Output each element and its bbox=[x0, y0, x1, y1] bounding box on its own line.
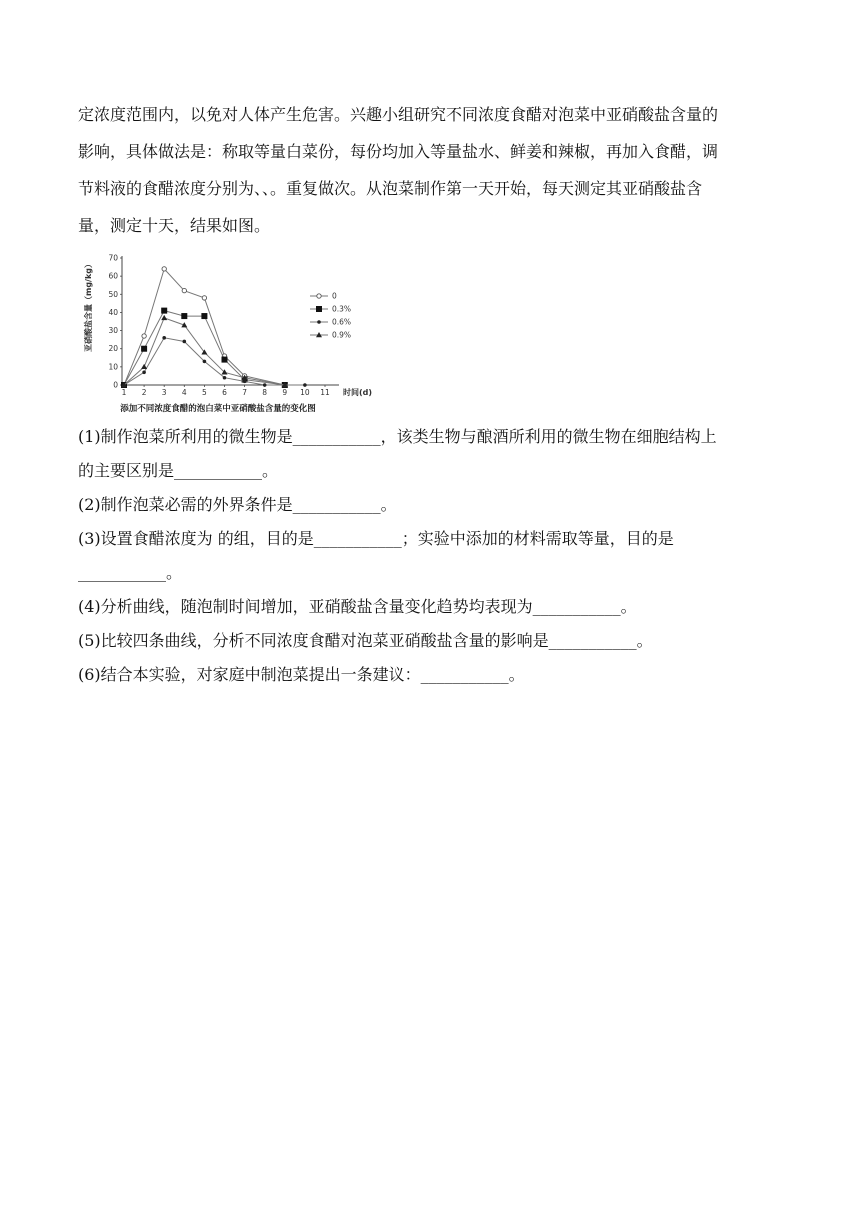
question-2: (2)制作泡菜必需的外界条件是___________。 bbox=[78, 495, 397, 514]
chart-title: 添加不同浓度食醋的泡白菜中亚硝酸盐含量的变化图 bbox=[120, 404, 316, 414]
intro-paragraph bbox=[78, 96, 778, 244]
x-tick-label: 10 bbox=[300, 388, 310, 397]
y-tick-label: 50 bbox=[108, 289, 118, 299]
legend-label: 0.6% bbox=[332, 317, 352, 327]
question-4: (4)分析曲线，随泡制时间增加，亚硝酸盐含量变化趋势均表现为___________。 bbox=[78, 597, 637, 616]
data-point bbox=[141, 346, 147, 352]
data-point bbox=[303, 383, 307, 387]
question-3-line-1: (3)设置食醋浓度为 的组，目的是___________；实验中添加的材料需取等量，目的是 bbox=[78, 529, 674, 548]
question-3-line-2: ___________。 bbox=[78, 563, 183, 582]
intro-line-2: 影响，具体做法是：称取等量白菜份，每份均加入等量盐水、鲜姜和辣椒，再加入食醋，调 bbox=[78, 142, 719, 161]
series-line-3 bbox=[122, 336, 307, 387]
x-tick-label: 1 bbox=[121, 388, 127, 397]
chart-legend bbox=[310, 292, 351, 340]
data-point bbox=[316, 306, 322, 312]
data-point bbox=[161, 308, 167, 314]
series-line-1 bbox=[122, 267, 287, 388]
chart-y-axis-label: 亚硝酸盐含量（mg/kg） bbox=[84, 259, 93, 353]
chart-ticks bbox=[108, 254, 330, 398]
chart-svg bbox=[80, 244, 380, 420]
legend-item-1 bbox=[310, 292, 337, 301]
intro-line-1: 定浓度范围内，以免对人体产生危害。兴趣小组研究不同浓度食醋对泡菜中亚硝酸盐含量的 bbox=[78, 105, 719, 124]
data-point bbox=[202, 296, 206, 300]
data-point bbox=[201, 313, 207, 319]
legend-label: 0.9% bbox=[332, 330, 352, 340]
data-point bbox=[181, 313, 187, 319]
legend-item-3 bbox=[310, 318, 351, 327]
data-point bbox=[182, 288, 186, 292]
intro-line-3: 节料液的食醋浓度分别为、、。重复做次。从泡菜制作第一天开始，每天测定其亚硝酸盐含 bbox=[78, 179, 703, 198]
legend-label: 0 bbox=[332, 291, 337, 301]
x-tick-label: 2 bbox=[141, 388, 147, 397]
data-point bbox=[263, 383, 267, 387]
y-tick-label: 30 bbox=[108, 326, 118, 336]
data-point bbox=[222, 357, 228, 363]
data-point bbox=[317, 294, 321, 298]
x-tick-label: 5 bbox=[202, 388, 207, 397]
x-tick-label: 9 bbox=[282, 388, 288, 397]
y-tick-label: 60 bbox=[108, 271, 118, 281]
series-polyline bbox=[124, 269, 285, 385]
data-point bbox=[162, 336, 166, 340]
legend-item-2 bbox=[310, 305, 351, 314]
data-point bbox=[203, 360, 207, 364]
data-point bbox=[142, 371, 146, 375]
question-1-line-1: (1)制作泡菜所利用的微生物是___________，该类生物与酿酒所利用的微生物在细胞结构上 bbox=[78, 427, 717, 446]
y-tick-label: 0 bbox=[113, 380, 118, 390]
data-point bbox=[243, 380, 247, 384]
x-tick-label: 4 bbox=[181, 388, 187, 397]
legend-label: 0.3% bbox=[332, 304, 352, 314]
series-line-2 bbox=[121, 308, 288, 388]
data-point bbox=[141, 364, 147, 369]
y-tick-label: 20 bbox=[108, 344, 118, 354]
x-tick-label: 7 bbox=[242, 388, 247, 397]
data-point bbox=[142, 334, 146, 338]
question-1-line-2: 的主要区别是___________。 bbox=[78, 461, 279, 480]
data-point bbox=[223, 376, 227, 380]
x-tick-label: 8 bbox=[262, 388, 268, 397]
chart-series bbox=[121, 267, 307, 388]
chart-x-axis-label: 时间(d) bbox=[343, 388, 373, 397]
legend-item-4 bbox=[310, 331, 351, 340]
question-5: (5)比较四条曲线，分析不同浓度食醋对泡菜亚硝酸盐含量的影响是___________。 bbox=[78, 631, 653, 650]
question-6: (6)结合本实验，对家庭中制泡菜提出一条建议：___________。 bbox=[78, 665, 525, 684]
x-tick-label: 6 bbox=[222, 388, 227, 397]
x-tick-label: 11 bbox=[320, 388, 330, 397]
data-point bbox=[183, 340, 187, 344]
data-point bbox=[317, 320, 321, 324]
x-tick-label: 3 bbox=[161, 388, 167, 397]
series-polyline bbox=[124, 338, 305, 385]
y-tick-label: 10 bbox=[108, 362, 118, 372]
nitrite-line-chart bbox=[80, 244, 380, 420]
data-point bbox=[162, 267, 166, 271]
y-tick-label: 70 bbox=[108, 253, 118, 263]
intro-line-4: 量，测定十天，结果如图。 bbox=[78, 216, 271, 235]
y-tick-label: 40 bbox=[108, 307, 118, 317]
